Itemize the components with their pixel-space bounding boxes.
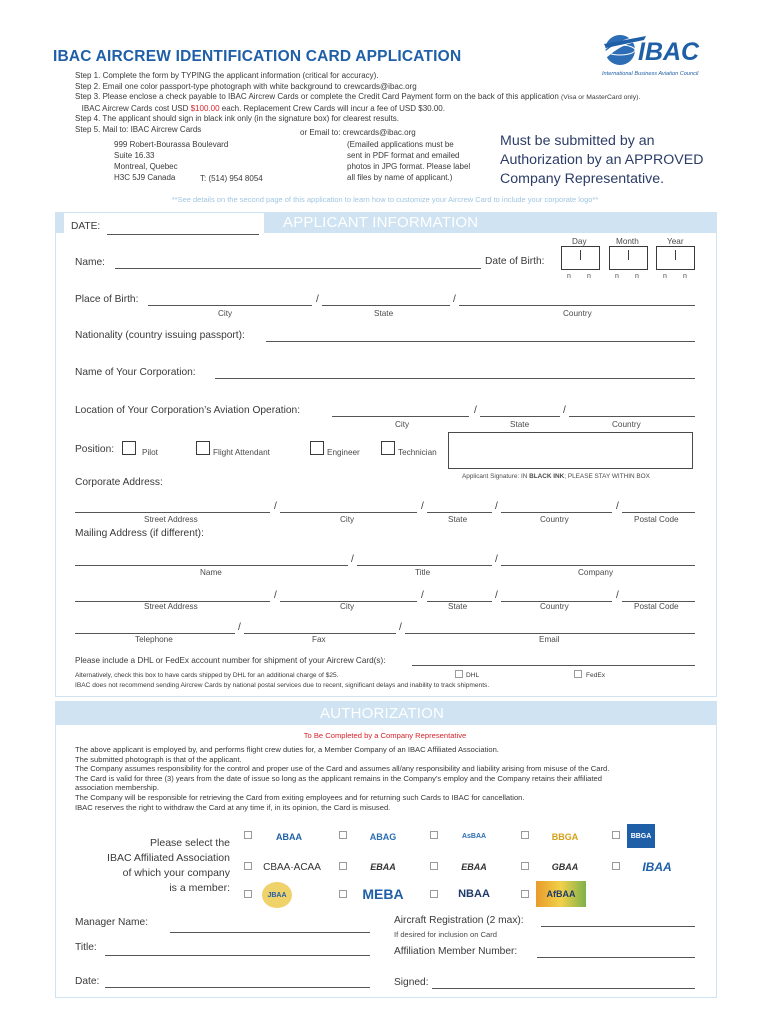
street-caption: Street Address	[144, 602, 198, 611]
submission-notice: Must be submitted by an Authorization by an APPROVED Company Representative.	[500, 133, 704, 187]
affiliation-number-label: Affiliation Member Number:	[394, 946, 518, 957]
engineer-checkbox[interactable]	[310, 441, 324, 455]
corp-city-field[interactable]	[280, 512, 417, 513]
location-city-field[interactable]	[332, 416, 469, 417]
separator: /	[616, 501, 619, 512]
email-to: or Email to: crewcards@ibac.org	[300, 128, 416, 137]
mail-name-field[interactable]	[75, 565, 348, 566]
dob-mark: n	[663, 273, 667, 280]
ebaa-checkbox[interactable]	[339, 862, 347, 870]
signature-caption: Applicant Signature: IN BLACK INK; PLEASE STAY WITHIN BOX	[462, 473, 650, 480]
birth-state-field[interactable]	[322, 305, 450, 306]
flight-attendant-checkbox[interactable]	[196, 441, 210, 455]
email-note: (Emailed applications must be sent in PDF format and emailed photos in JPG format. Please label all files by name of applicant.)	[347, 140, 471, 182]
dob-mark: n	[587, 273, 591, 280]
nbaa-checkbox[interactable]	[430, 890, 438, 898]
date-field[interactable]	[107, 234, 259, 235]
separator: /	[474, 405, 477, 416]
account-number-field[interactable]	[412, 665, 695, 666]
corp-country-field[interactable]	[501, 512, 612, 513]
bbga-logo: BBGA	[551, 832, 579, 842]
email-field[interactable]	[405, 633, 695, 634]
logo-text: IBAC	[638, 38, 700, 66]
logo-subtitle: International Business Aviation Council	[602, 71, 699, 77]
applicant-section-title: APPLICANT INFORMATION	[283, 214, 479, 231]
dob-year-box[interactable]	[656, 246, 695, 270]
abaa-logo: ABAA	[276, 832, 302, 842]
steps-block	[75, 71, 640, 135]
separator: /	[274, 501, 277, 512]
separator: /	[399, 622, 402, 633]
postal-warning: IBAC does not recommend sending Aircrew Cards by national postal services due to recent, significant delays and inability to track shipments.	[75, 682, 490, 689]
ebaa-2-checkbox[interactable]	[430, 862, 438, 870]
meba-logo: MEBA	[362, 886, 404, 902]
city-caption: City	[218, 309, 233, 318]
abag-checkbox[interactable]	[339, 831, 347, 839]
abaa-checkbox[interactable]	[244, 831, 252, 839]
step-3: Step 3. Please enclose a check payable to IBAC Aircrew Cards or complete the Credit Card Payment form on the back of this application (Visa or MasterCard only).	[75, 92, 641, 101]
year-label: Year	[667, 237, 684, 246]
country-caption: Country	[612, 420, 641, 429]
authorization-section-title: AUTHORIZATION	[320, 705, 444, 722]
step-2: Step 2. Email one color passport-type photograph with white background to crewcards@ibac.org	[75, 81, 417, 91]
name-field[interactable]	[115, 268, 481, 269]
flight-attendant-label: Flight Attendant	[213, 448, 270, 457]
fee-line: IBAC Aircrew Cards cost USD $100.00 each. Replacement Crew Cards will incur a fee of USD $30.00.	[81, 103, 445, 113]
country-caption: Country	[540, 515, 569, 524]
ibaa-logo: IBAA	[642, 860, 672, 874]
country-caption: Country	[563, 309, 592, 318]
name-caption: Name	[200, 568, 222, 577]
nationality-label: Nationality (country issuing passport):	[75, 330, 245, 341]
engineer-label: Engineer	[327, 448, 360, 457]
title-field[interactable]	[105, 955, 370, 956]
bbga-2-logo: BBGA	[627, 824, 655, 848]
dob-mark: n	[615, 273, 619, 280]
meba-checkbox[interactable]	[339, 890, 347, 898]
signed-label: Signed:	[394, 977, 429, 988]
authorization-text: The above applicant is employed by, and performs flight crew duties for, a Member Company of an IBAC Affiliated Association. The submitted photograph is that of the applicant. The Company assumes responsibility for the control and proper use of the Card and assumes all/any responsibility and liability arising from misuse of the Card. The Card is valid for three (3) years from the date of issue so long as the applicant remains in the Company’s employ and the Company retains their affiliated association membership. The Company will be responsible for retrieving the Card from exiting employees and for returning such Cards to IBAC for cancellation. IBAC reserves the right to withdraw the Card at any time if, in its opinion, the Card is misused.	[75, 745, 610, 812]
dhl-label: Please include a DHL or FedEx account number for shipment of your Aircrew Card(s):	[75, 656, 386, 665]
corporation-field[interactable]	[215, 378, 695, 379]
birth-city-field[interactable]	[148, 305, 312, 306]
state-caption: State	[374, 309, 394, 318]
dhl-label-text: DHL	[466, 672, 480, 679]
separator: /	[316, 294, 319, 305]
location-state-field[interactable]	[480, 416, 560, 417]
manager-name-label: Manager Name:	[75, 917, 149, 928]
mailing-address: 999 Robert-Bourassa Boulevard Suite 16.33 Montreal, Quebec H3C 5J9 Canada	[114, 140, 229, 182]
separator: /	[421, 501, 424, 512]
dob-day-box[interactable]	[561, 246, 600, 270]
abag-logo: ABAG	[369, 832, 397, 842]
manager-name-field[interactable]	[170, 932, 370, 933]
street-caption: Street Address	[144, 515, 198, 524]
place-of-birth-label: Place of Birth:	[75, 294, 139, 305]
postal-caption: Postal Code	[634, 515, 679, 524]
postal-caption: Postal Code	[634, 602, 679, 611]
pilot-label: Pilot	[142, 448, 158, 457]
telephone-caption: Telephone	[135, 635, 173, 644]
jbaa-logo: JBAA	[262, 882, 292, 908]
city-caption: City	[340, 515, 355, 524]
separator: /	[238, 622, 241, 633]
dob-mark: n	[683, 273, 687, 280]
nationality-field[interactable]	[266, 341, 695, 342]
aircraft-registration-field[interactable]	[541, 926, 695, 927]
city-caption: City	[395, 420, 410, 429]
company-caption: Company	[578, 568, 614, 577]
mail-company-field[interactable]	[501, 565, 695, 566]
corporate-address-label: Corporate Address:	[75, 477, 163, 488]
cbaa-logo: CBAA·ACAA	[263, 861, 321, 873]
separator: /	[495, 554, 498, 565]
ibaa-checkbox[interactable]	[612, 862, 620, 870]
email-caption: Email	[539, 635, 560, 644]
dob-mark: n	[567, 273, 571, 280]
telephone-field[interactable]	[75, 633, 235, 634]
step-4: Step 4. The applicant should sign in black ink only (in the signature box) for clearest results.	[75, 114, 400, 123]
title-label: Title:	[75, 942, 97, 953]
afbaa-checkbox[interactable]	[521, 890, 529, 898]
gbaa-logo: GBAA	[551, 862, 579, 872]
aircraft-note: If desired for inclusion on Card	[394, 930, 497, 939]
dob-month-box[interactable]	[609, 246, 648, 270]
country-caption: Country	[540, 602, 569, 611]
corp-postal-field[interactable]	[622, 512, 695, 513]
separator: /	[453, 294, 456, 305]
corporation-label: Name of Your Corporation:	[75, 367, 196, 378]
separator: /	[563, 405, 566, 416]
bbga-checkbox[interactable]	[521, 831, 529, 839]
mail-title-field[interactable]	[357, 565, 492, 566]
title-caption: Title	[415, 568, 431, 577]
affiliation-number-field[interactable]	[537, 957, 695, 958]
fedex-label-text: FedEx	[586, 672, 606, 679]
dob-mark: n	[635, 273, 639, 280]
alt-shipping-note: Alternatively, check this box to have cards shipped by DHL for an additional charge of $25.	[75, 672, 339, 679]
ebaa-2-logo: EBAA	[461, 862, 487, 872]
see-details-note: **See details on the second page of this application to learn how to customize your Aircrew Card to include your corporate logo**	[171, 195, 599, 204]
birth-country-field[interactable]	[459, 305, 695, 306]
bbga-2-checkbox[interactable]	[612, 831, 620, 839]
city-caption: City	[340, 602, 355, 611]
month-label: Month	[616, 237, 639, 246]
asbaa-checkbox[interactable]	[430, 831, 438, 839]
separator: /	[495, 590, 498, 601]
fedex-checkbox[interactable]	[574, 670, 582, 678]
separator: /	[274, 590, 277, 601]
ebaa-logo: EBAA	[370, 862, 396, 872]
technician-checkbox[interactable]	[381, 441, 395, 455]
page-title: IBAC AIRCREW IDENTIFICATION CARD APPLICATION	[53, 48, 462, 65]
separator: /	[495, 501, 498, 512]
position-label: Position:	[75, 444, 115, 455]
separator: /	[351, 554, 354, 565]
step-1: Step 1. Complete the form by TYPING the applicant information (critical for accuracy).	[75, 71, 379, 80]
corp-state-field[interactable]	[427, 512, 492, 513]
date-label: DATE:	[71, 221, 101, 232]
corp-street-field[interactable]	[75, 512, 270, 513]
name-label: Name:	[75, 257, 106, 268]
auth-date-field[interactable]	[105, 987, 370, 988]
phone-number: T: (514) 954 8054	[200, 174, 263, 183]
state-caption: State	[510, 420, 530, 429]
pilot-checkbox[interactable]	[122, 441, 136, 455]
signed-field[interactable]	[432, 988, 695, 989]
asbaa-logo: AsBAA	[461, 832, 487, 840]
jbaa-checkbox[interactable]	[244, 890, 252, 898]
mailing-label: Mailing Address (if different):	[75, 528, 204, 539]
nbaa-logo: NBAA	[458, 888, 490, 900]
authorization-subtitle: To Be Completed by a Company Representative	[303, 731, 467, 740]
technician-label: Technician	[398, 448, 437, 457]
dhl-checkbox[interactable]	[455, 670, 463, 678]
day-label: Day	[572, 237, 587, 246]
separator: /	[616, 590, 619, 601]
aircraft-registration-label: Aircraft Registration (2 max):	[394, 915, 524, 926]
signature-box[interactable]	[448, 432, 693, 469]
step-5: Step 5. Mail to: IBAC Aircrew Cards	[75, 124, 202, 134]
state-caption: State	[448, 602, 468, 611]
select-prompt: Please select the IBAC Affiliated Association of which your company is a member:	[107, 837, 230, 894]
location-country-field[interactable]	[569, 416, 695, 417]
dob-label: Date of Birth:	[485, 256, 545, 267]
date-label-auth: Date:	[75, 976, 100, 987]
fax-field[interactable]	[244, 633, 396, 634]
location-label: Location of Your Corporation’s Aviation Operation:	[75, 405, 301, 416]
fax-caption: Fax	[312, 635, 326, 644]
gbaa-checkbox[interactable]	[521, 862, 529, 870]
afbaa-logo: AfBAA	[536, 881, 586, 907]
separator: /	[421, 590, 424, 601]
state-caption: State	[448, 515, 468, 524]
cbaa-checkbox[interactable]	[244, 862, 252, 870]
